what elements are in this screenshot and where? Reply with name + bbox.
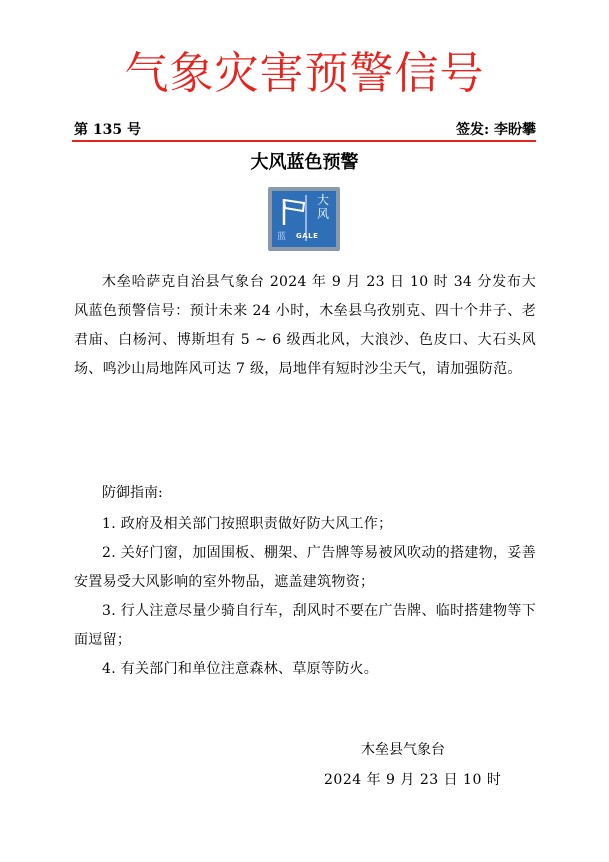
- guide-item: 4. 有关部门和单位注意森林、草原等防火。: [102, 661, 379, 677]
- windsock-icon: [272, 191, 336, 247]
- guide-item: 3. 行人注意尽量少骑自行车，刮风时不要在广告牌、临时搭建物等下面逗留；: [74, 603, 536, 648]
- warning-title: 大风蓝色预警: [250, 152, 359, 173]
- issue-row: [74, 119, 536, 139]
- icon-text-cn: 大风: [316, 193, 329, 221]
- guide-heading: 防御指南:: [102, 485, 163, 501]
- guide-list: [74, 510, 536, 684]
- warning-body: 木垒哈萨克自治县气象台 2024 年 9 月 23 日 10 时 34 分发布大风蓝色预警信号：预计未来 24 小时，木垒县乌孜别克、四十个井子、老君庙、白杨河、博斯坦有 5 ~ 6 级西北风，大浪沙、色皮口、大石头风场、鸣沙山局地阵风可达 7 级，局地伴有短时沙尘天气，请加强防范。: [74, 274, 536, 377]
- signature-date: 2024 年 9 月 23 日 10 时: [324, 772, 502, 788]
- header-divider: [72, 140, 536, 142]
- issue-number: 第 135 号: [74, 122, 141, 138]
- guide-item: 2. 关好门窗，加固围板、棚架、广告牌等易被风吹动的搭建物，妥善安置易受大风影响的室外物品，遮盖建筑物资；: [74, 545, 536, 590]
- signature-org: 木垒县气象台: [361, 742, 445, 758]
- gale-blue-warning-icon: [268, 187, 340, 251]
- guide-item: 1. 政府及相关部门按照职责做好防大风工作；: [102, 516, 393, 532]
- signer: 签发: 李盼攀: [455, 122, 536, 138]
- document-title: 气象灾害预警信号: [124, 48, 485, 99]
- icon-text-level: 蓝: [277, 232, 287, 242]
- icon-text-en: GALE: [296, 232, 319, 240]
